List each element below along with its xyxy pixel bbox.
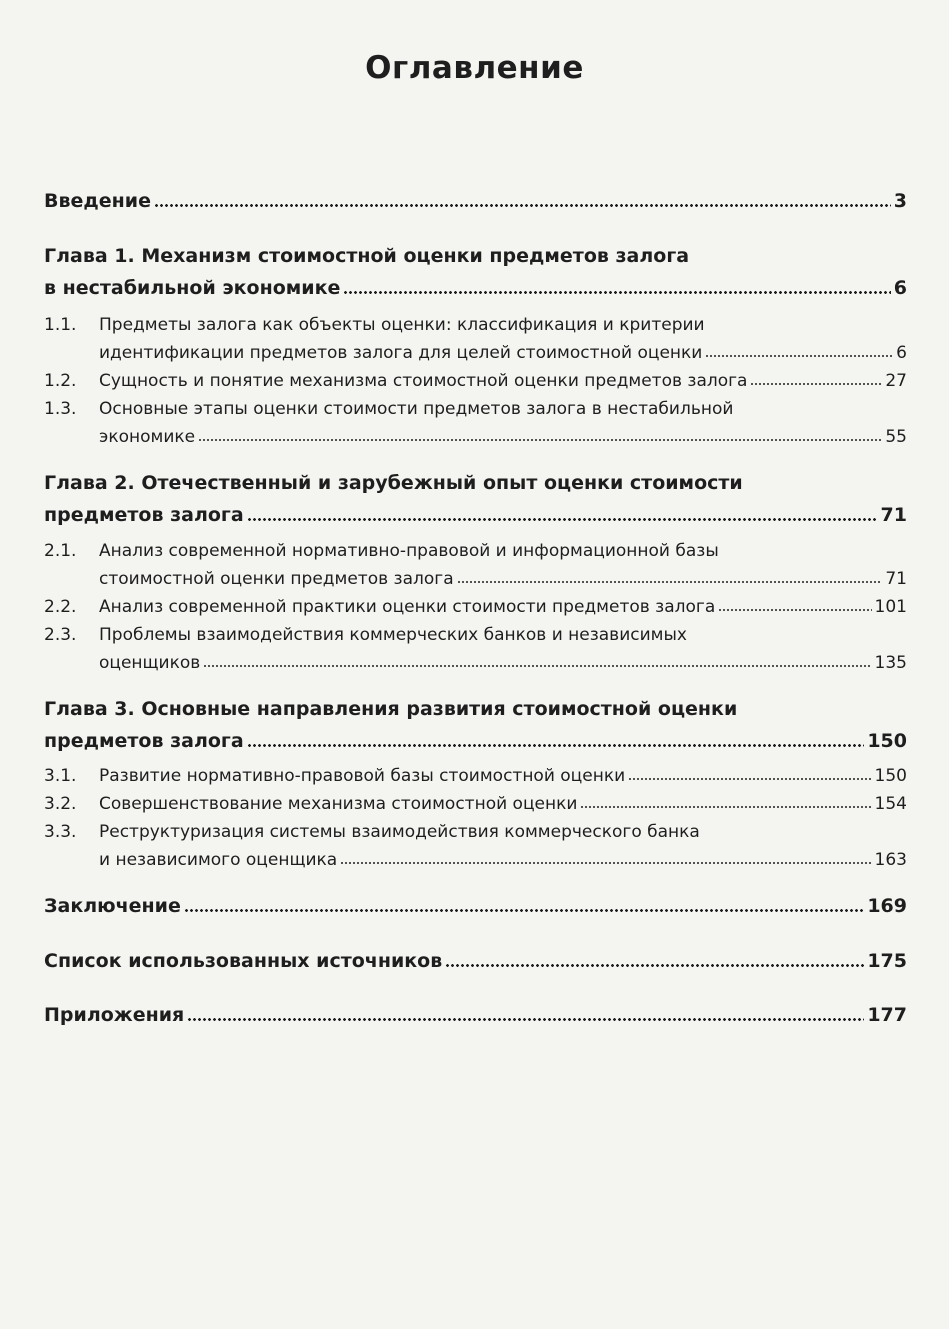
toc-entry-text: Приложения bbox=[44, 1004, 185, 1026]
toc-entry-text: оценщиков bbox=[99, 653, 201, 673]
page-title: Оглавление bbox=[365, 50, 584, 86]
toc-page-number: 71 bbox=[885, 569, 907, 589]
toc-entry-text: стоимостной оценки предметов залога bbox=[99, 569, 454, 589]
dot-leader bbox=[340, 862, 871, 864]
toc-section-number: 3.2. bbox=[44, 794, 77, 814]
dot-leader bbox=[445, 964, 864, 967]
dot-leader bbox=[154, 204, 891, 207]
toc-entry-1-1-line1 bbox=[44, 315, 907, 335]
toc-entry-1-3-line1 bbox=[44, 399, 907, 419]
toc-entry-text: Проблемы взаимодействия коммерческих банков и независимых bbox=[99, 625, 687, 645]
toc-entry-2-3-line2 bbox=[99, 653, 907, 673]
toc-page-number: 55 bbox=[885, 427, 907, 447]
toc-page-number: 177 bbox=[867, 1004, 907, 1026]
toc-section-number: 2.2. bbox=[44, 597, 77, 617]
dot-leader bbox=[705, 355, 893, 357]
toc-entry-chapter-2-line2 bbox=[44, 504, 907, 526]
dot-leader bbox=[247, 518, 878, 521]
toc-entry-2-1-line1 bbox=[44, 541, 907, 561]
toc-entry-text: и независимого оценщика bbox=[99, 850, 338, 870]
toc-entry-3-3-line2 bbox=[99, 850, 907, 870]
toc-entry-text: Глава 3. Основные направления развития стоимостной оценки bbox=[44, 698, 738, 720]
toc-section-number: 1.3. bbox=[44, 399, 77, 419]
toc-entry-2-1-line2 bbox=[99, 569, 907, 589]
toc-entry-1-3-line2 bbox=[99, 427, 907, 447]
toc-page-number: 163 bbox=[874, 850, 907, 870]
toc-entry-text: Реструктуризация системы взаимодействия коммерческого банка bbox=[99, 822, 700, 842]
dot-leader bbox=[628, 778, 871, 780]
toc-entry-1-2 bbox=[44, 371, 907, 391]
toc-section-number: 3.3. bbox=[44, 822, 77, 842]
toc-entry-2-2 bbox=[44, 597, 907, 617]
toc-entry-text: Введение bbox=[44, 190, 151, 212]
toc-entry-1-1-line2 bbox=[99, 343, 907, 363]
toc-entry-text: Глава 2. Отечественный и зарубежный опыт оценки стоимости bbox=[44, 472, 743, 494]
toc-page-number: 154 bbox=[874, 794, 907, 814]
dot-leader bbox=[198, 439, 882, 441]
toc-page-number: 150 bbox=[874, 766, 907, 786]
toc-page-number: 135 bbox=[874, 653, 907, 673]
toc-entry-references bbox=[44, 950, 907, 972]
toc-page-number: 175 bbox=[867, 950, 907, 972]
toc-entry-text: Основные этапы оценки стоимости предметов залога в нестабильной bbox=[99, 399, 734, 419]
toc-entry-text: предметов залога bbox=[44, 730, 244, 752]
toc-entry-3-1 bbox=[44, 766, 907, 786]
toc-section-number: 3.1. bbox=[44, 766, 77, 786]
toc-entry-2-3-line1 bbox=[44, 625, 907, 645]
toc-entry-text: Сущность и понятие механизма стоимостной оценки предметов залога bbox=[99, 371, 748, 391]
toc-section-number: 1.1. bbox=[44, 315, 77, 335]
toc-entry-text: в нестабильной экономике bbox=[44, 277, 341, 299]
toc-page-number: 150 bbox=[867, 730, 907, 752]
toc-section-number: 1.2. bbox=[44, 371, 77, 391]
toc-entry-text: экономике bbox=[99, 427, 196, 447]
toc-entry-text: идентификации предметов залога для целей стоимостной оценки bbox=[99, 343, 703, 363]
toc-page-number: 101 bbox=[874, 597, 907, 617]
dot-leader bbox=[580, 806, 871, 808]
toc-entry-chapter-1-line1 bbox=[44, 245, 907, 267]
toc-entry-chapter-1-line2 bbox=[44, 277, 907, 299]
toc-entry-text: Совершенствование механизма стоимостной оценки bbox=[99, 794, 578, 814]
toc-entry-appendices bbox=[44, 1004, 907, 1026]
toc-entry-text: Анализ современной нормативно-правовой и информационной базы bbox=[99, 541, 719, 561]
toc-page-number: 169 bbox=[867, 895, 907, 917]
toc-section-number: 2.1. bbox=[44, 541, 77, 561]
toc-section-number: 2.3. bbox=[44, 625, 77, 645]
toc-entry-chapter-2-line1 bbox=[44, 472, 907, 494]
toc-entry-chapter-3-line2 bbox=[44, 730, 907, 752]
dot-leader bbox=[247, 744, 865, 747]
toc-entry-text: Глава 1. Механизм стоимостной оценки предметов залога bbox=[44, 245, 690, 267]
toc-entry-text: Список использованных источников bbox=[44, 950, 443, 972]
toc-page-number: 6 bbox=[893, 277, 907, 299]
toc-entry-text: Анализ современной практики оценки стоимости предметов залога bbox=[99, 597, 716, 617]
toc-page-number: 27 bbox=[885, 371, 907, 391]
dot-leader bbox=[343, 291, 890, 294]
dot-leader bbox=[203, 665, 871, 667]
toc-entry-introduction bbox=[44, 190, 907, 212]
dot-leader bbox=[457, 581, 883, 583]
toc-entry-text: Заключение bbox=[44, 895, 181, 917]
toc-entry-3-3-line1 bbox=[44, 822, 907, 842]
toc-entry-text: Развитие нормативно-правовой базы стоимостной оценки bbox=[99, 766, 626, 786]
toc-entry-text: предметов залога bbox=[44, 504, 244, 526]
dot-leader bbox=[718, 609, 871, 611]
toc-page-number: 3 bbox=[893, 190, 907, 212]
toc-entry-3-2 bbox=[44, 794, 907, 814]
dot-leader bbox=[187, 1018, 864, 1021]
toc-entry-text: Предметы залога как объекты оценки: классификация и критерии bbox=[99, 315, 705, 335]
dot-leader bbox=[184, 909, 864, 912]
toc-page-number: 71 bbox=[880, 504, 907, 526]
toc-entry-chapter-3-line1 bbox=[44, 698, 907, 720]
toc-page-number: 6 bbox=[896, 343, 907, 363]
dot-leader bbox=[750, 383, 882, 385]
toc-entry-conclusion bbox=[44, 895, 907, 917]
